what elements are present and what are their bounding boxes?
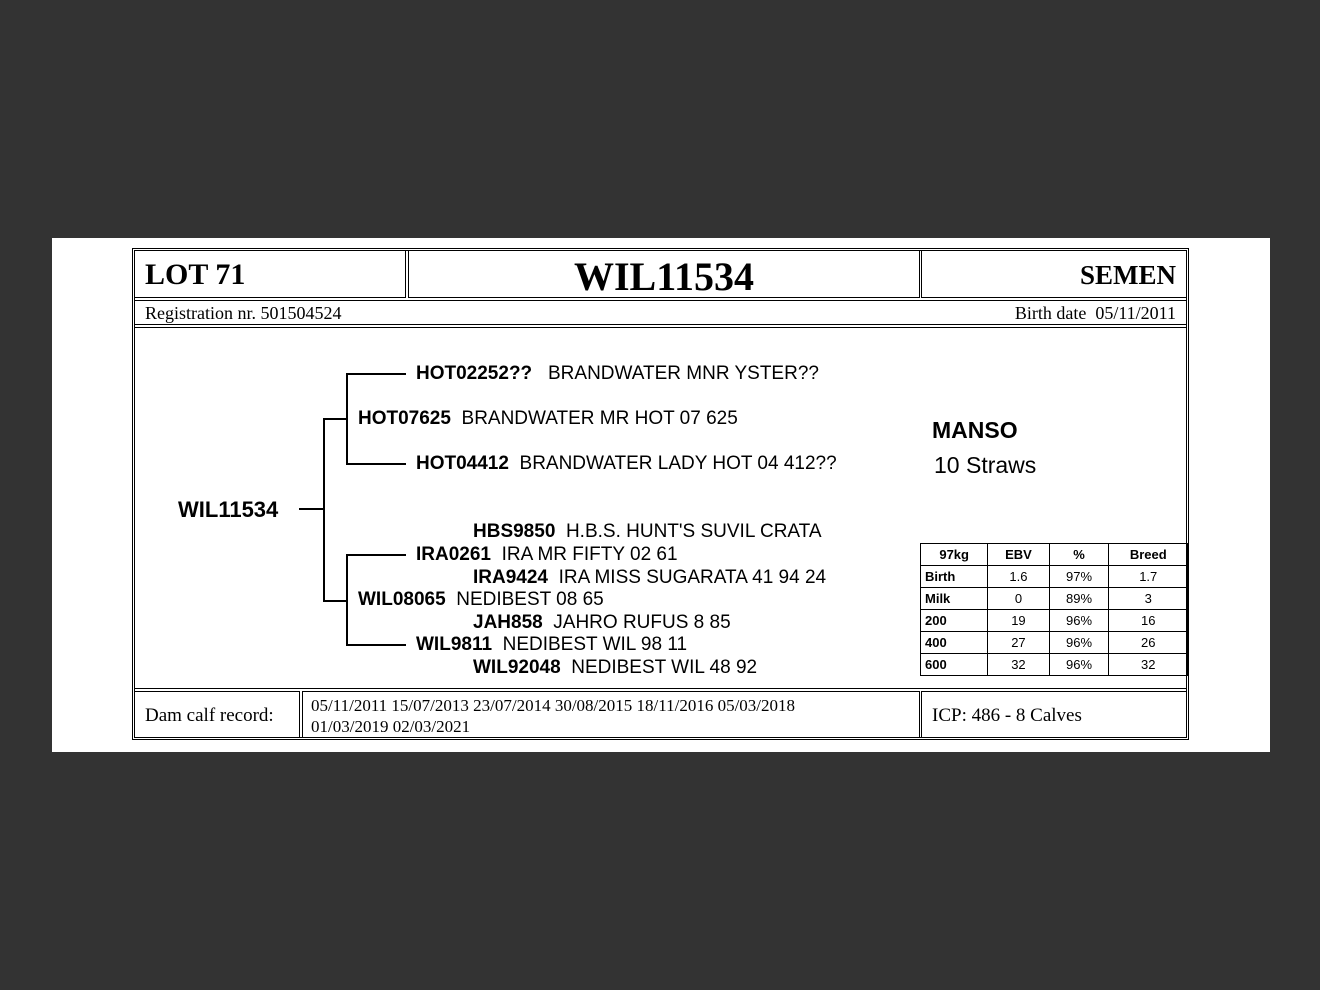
table-cell: 1.7: [1109, 566, 1188, 588]
lot-number: LOT 71: [145, 258, 246, 291]
dam-dam-name: NEDIBEST WIL 98 11: [502, 634, 688, 655]
sire-dam-connector: [346, 463, 406, 465]
dam-name: NEDIBEST 08 65: [456, 589, 604, 610]
sire-sire-name: BRANDWATER MNR YSTER??: [548, 363, 819, 384]
animal-id-cell: [408, 250, 920, 298]
sire-connector: [323, 418, 346, 420]
table-cell: 96%: [1049, 632, 1109, 654]
dam-dam: [416, 634, 687, 656]
registration-number: Registration nr. 501504524: [145, 303, 342, 323]
dam-sire-connector: [346, 554, 406, 556]
sire-dam: [416, 453, 837, 475]
table-cell: Milk: [921, 588, 988, 610]
dam-sire-dam: [473, 567, 826, 589]
dam-dam-code: WIL9811: [416, 634, 493, 655]
dam-code: WIL08065: [358, 589, 446, 610]
offer-quantity: 10 Straws: [934, 452, 1037, 478]
dam-sire-name: IRA MR FIFTY 02 61: [501, 544, 678, 565]
table-cell: 600: [921, 654, 988, 676]
table-cell: 200: [921, 610, 988, 632]
ebv-table-header: [921, 544, 1188, 566]
pedigree-subject: WIL11534: [178, 497, 279, 522]
table-row: [921, 588, 1188, 610]
dam-dam-dam-name: NEDIBEST WIL 48 92: [571, 657, 758, 678]
sire-code: HOT07625: [358, 408, 451, 429]
dam-calf-dates-cell: [302, 691, 920, 738]
table-cell: 32: [988, 654, 1049, 676]
lot-cell: [134, 250, 406, 298]
table-cell: 96%: [1049, 654, 1109, 676]
parents-connector: [323, 418, 325, 602]
product-cell: [921, 250, 1187, 298]
dam-dam-sire: [473, 612, 731, 634]
table-cell: 400: [921, 632, 988, 654]
table-cell: Birth: [921, 566, 988, 588]
table-row: [921, 654, 1188, 676]
sire-sire-code: HOT02252??: [416, 363, 533, 384]
table-cell: 27: [988, 632, 1049, 654]
sire-dam-name: BRANDWATER LADY HOT 04 412??: [519, 453, 837, 474]
table-cell: 89%: [1049, 588, 1109, 610]
table-cell: 97%: [1049, 566, 1109, 588]
ebv-header-breed: Breed: [1109, 544, 1188, 566]
offer-name: MANSO: [932, 417, 1018, 443]
dam: [358, 589, 604, 611]
dam-sire-dam-name: IRA MISS SUGARATA 41 94 24: [558, 567, 827, 588]
icp-summary: ICP: 486 - 8 Calves: [932, 705, 1082, 726]
table-cell: 96%: [1049, 610, 1109, 632]
registration-row: [134, 300, 1187, 325]
table-row: [921, 610, 1188, 632]
table-cell: 32: [1109, 654, 1188, 676]
product-type: SEMEN: [1079, 260, 1176, 290]
ebv-header-ebv: EBV: [988, 544, 1049, 566]
dam-calf-dates: [311, 695, 795, 737]
table-cell: 0: [988, 588, 1049, 610]
birth-date-value: 05/11/2011: [1095, 303, 1176, 323]
lot-card: [52, 238, 1270, 752]
subject-connector: [299, 508, 323, 510]
table-row: [921, 632, 1188, 654]
table-cell: 26: [1109, 632, 1188, 654]
ebv-header-weight: 97kg: [921, 544, 988, 566]
table-cell: 3: [1109, 588, 1188, 610]
dam-dam-dam: [473, 657, 757, 679]
dam-connector: [323, 600, 346, 602]
animal-id-title: WIL11534: [573, 254, 755, 299]
sire-branch-line: [346, 373, 348, 465]
ebv-table: [920, 543, 1188, 676]
sire: [358, 408, 738, 430]
table-cell: 1.6: [988, 566, 1049, 588]
birth-date-label: Birth date: [1014, 303, 1087, 323]
icp-cell: [921, 691, 1187, 738]
dam-calf-label: Dam calf record:: [145, 705, 274, 726]
table-cell: 19: [988, 610, 1049, 632]
table-cell: 16: [1109, 610, 1188, 632]
dam-sire-code: IRA0261: [416, 544, 491, 565]
dam-branch-line: [346, 554, 348, 646]
dam-sire-sire-code: HBS9850: [473, 521, 556, 542]
sire-sire: [416, 363, 819, 385]
dam-calf-label-cell: [134, 691, 300, 738]
dam-sire-sire-name: H.B.S. HUNT'S SUVIL CRATA: [565, 521, 822, 542]
dam-sire-sire: [473, 521, 822, 543]
dam-dam-connector: [346, 644, 406, 646]
dam-dam-sire-name: JAHRO RUFUS 8 85: [553, 612, 731, 633]
dam-calf-dates-line1: 05/11/2011 15/07/2013 23/07/2014 30/08/2015 18/11/2016 05/03/2018: [311, 696, 796, 715]
sire-sire-connector: [346, 373, 406, 375]
ebv-header-percent: %: [1049, 544, 1109, 566]
dam-sire: [416, 544, 678, 566]
dam-dam-dam-code: WIL92048: [473, 657, 561, 678]
dam-sire-dam-code: IRA9424: [473, 567, 548, 588]
dam-calf-dates-line2: 01/03/2019 02/03/2021: [311, 717, 471, 736]
sire-dam-code: HOT04412: [416, 453, 509, 474]
birth-date: [1015, 303, 1176, 324]
dam-dam-sire-code: JAH858: [473, 612, 543, 633]
table-row: [921, 566, 1188, 588]
sire-name: BRANDWATER MR HOT 07 625: [461, 408, 738, 429]
